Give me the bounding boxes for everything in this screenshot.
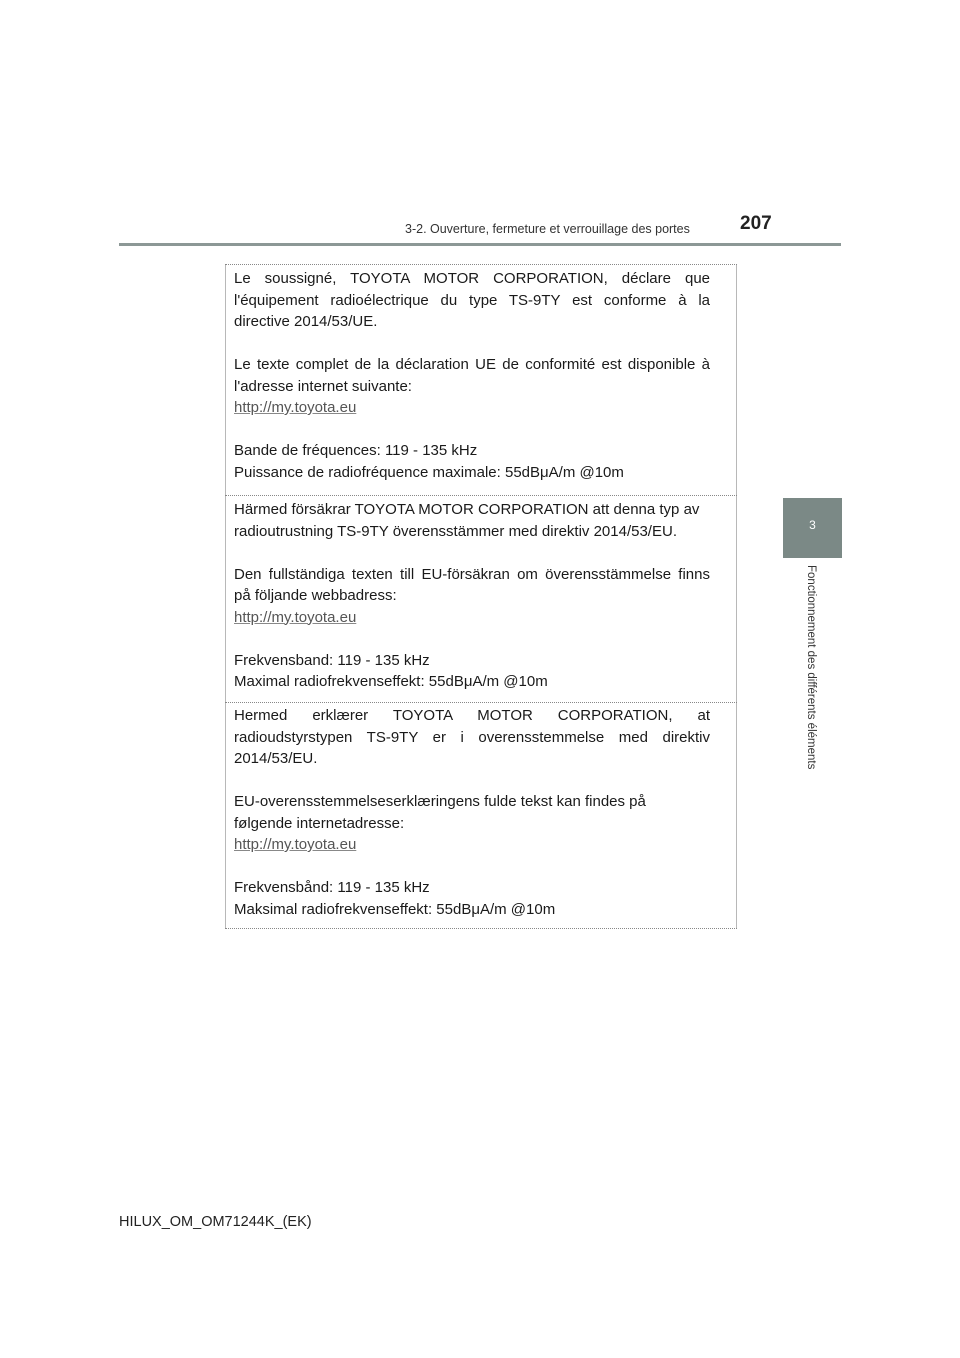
declaration-line: l'équipement radioélectrique du type TS-9TY est conforme à la: [234, 291, 710, 309]
dotted-divider: [225, 495, 737, 496]
declaration-box: [225, 264, 737, 929]
declaration-line: directive 2014/53/UE.: [234, 313, 378, 330]
power-text: Maximal radiofrekvenseffekt: 55dBμA/m @10m: [234, 673, 548, 690]
frequency-text: Frekvensbånd: 119 - 135 kHz: [234, 879, 430, 896]
header-rule: [119, 243, 841, 246]
declaration-block-da: [234, 705, 710, 920]
chapter-number: 3: [809, 518, 816, 532]
fulltext-line: Le texte complet de la déclaration UE de conformité est disponible à: [234, 356, 710, 373]
chapter-tab[interactable]: [783, 498, 842, 558]
declaration-line: Hermed erklærer TOYOTA MOTOR CORPORATION, at: [234, 707, 710, 724]
dotted-divider: [225, 928, 737, 929]
toyota-url-link[interactable]: http://my.toyota.eu: [234, 399, 357, 416]
declaration-line: radioutrustning TS-9TY överensstämmer med direktiv 2014/53/EU.: [234, 522, 677, 540]
declaration-block-sv: [234, 499, 710, 693]
declaration-line: Le soussigné, TOYOTA MOTOR CORPORATION, déclare que: [234, 270, 710, 287]
declaration-block-fr: [234, 268, 710, 483]
frequency-text: Bande de fréquences: 119 - 135 kHz: [234, 442, 478, 459]
running-header-section: 3-2. Ouverture, fermeture et verrouillage des portes: [405, 222, 690, 236]
chapter-title: Fonctionnement des différents éléments: [805, 565, 817, 770]
dotted-divider: [225, 702, 737, 703]
dotted-divider: [225, 264, 737, 265]
toyota-url-link[interactable]: http://my.toyota.eu: [234, 836, 357, 853]
fulltext-line: på följande webbadress:: [234, 587, 397, 604]
power-text: Puissance de radiofréquence maximale: 55dBμA/m @10m: [234, 463, 624, 481]
fulltext-line: følgende internetadresse:: [234, 814, 405, 832]
fulltext-line: Den fullständiga texten till EU-försäkran om överensstämmelse finns: [234, 565, 710, 583]
declaration-line: radioudstyrstypen TS-9TY er i overensstemmelse med direktiv: [234, 728, 710, 746]
fulltext-line: l'adresse internet suivante:: [234, 377, 412, 395]
fulltext-line: EU-overensstemmelseserklæringens fulde tekst kan findes på: [234, 793, 646, 810]
declaration-line: Härmed försäkrar TOYOTA MOTOR CORPORATION att denna typ av: [234, 501, 700, 518]
power-text: Maksimal radiofrekvenseffekt: 55dBμA/m @10m: [234, 900, 556, 918]
toyota-url-link[interactable]: http://my.toyota.eu: [234, 608, 357, 626]
page-number: 207: [740, 213, 772, 234]
declaration-line: 2014/53/EU.: [234, 750, 318, 767]
footer-doc-id: HILUX_OM_OM71244K_(EK): [119, 1214, 312, 1230]
frequency-text: Frekvensband: 119 - 135 kHz: [234, 651, 430, 669]
